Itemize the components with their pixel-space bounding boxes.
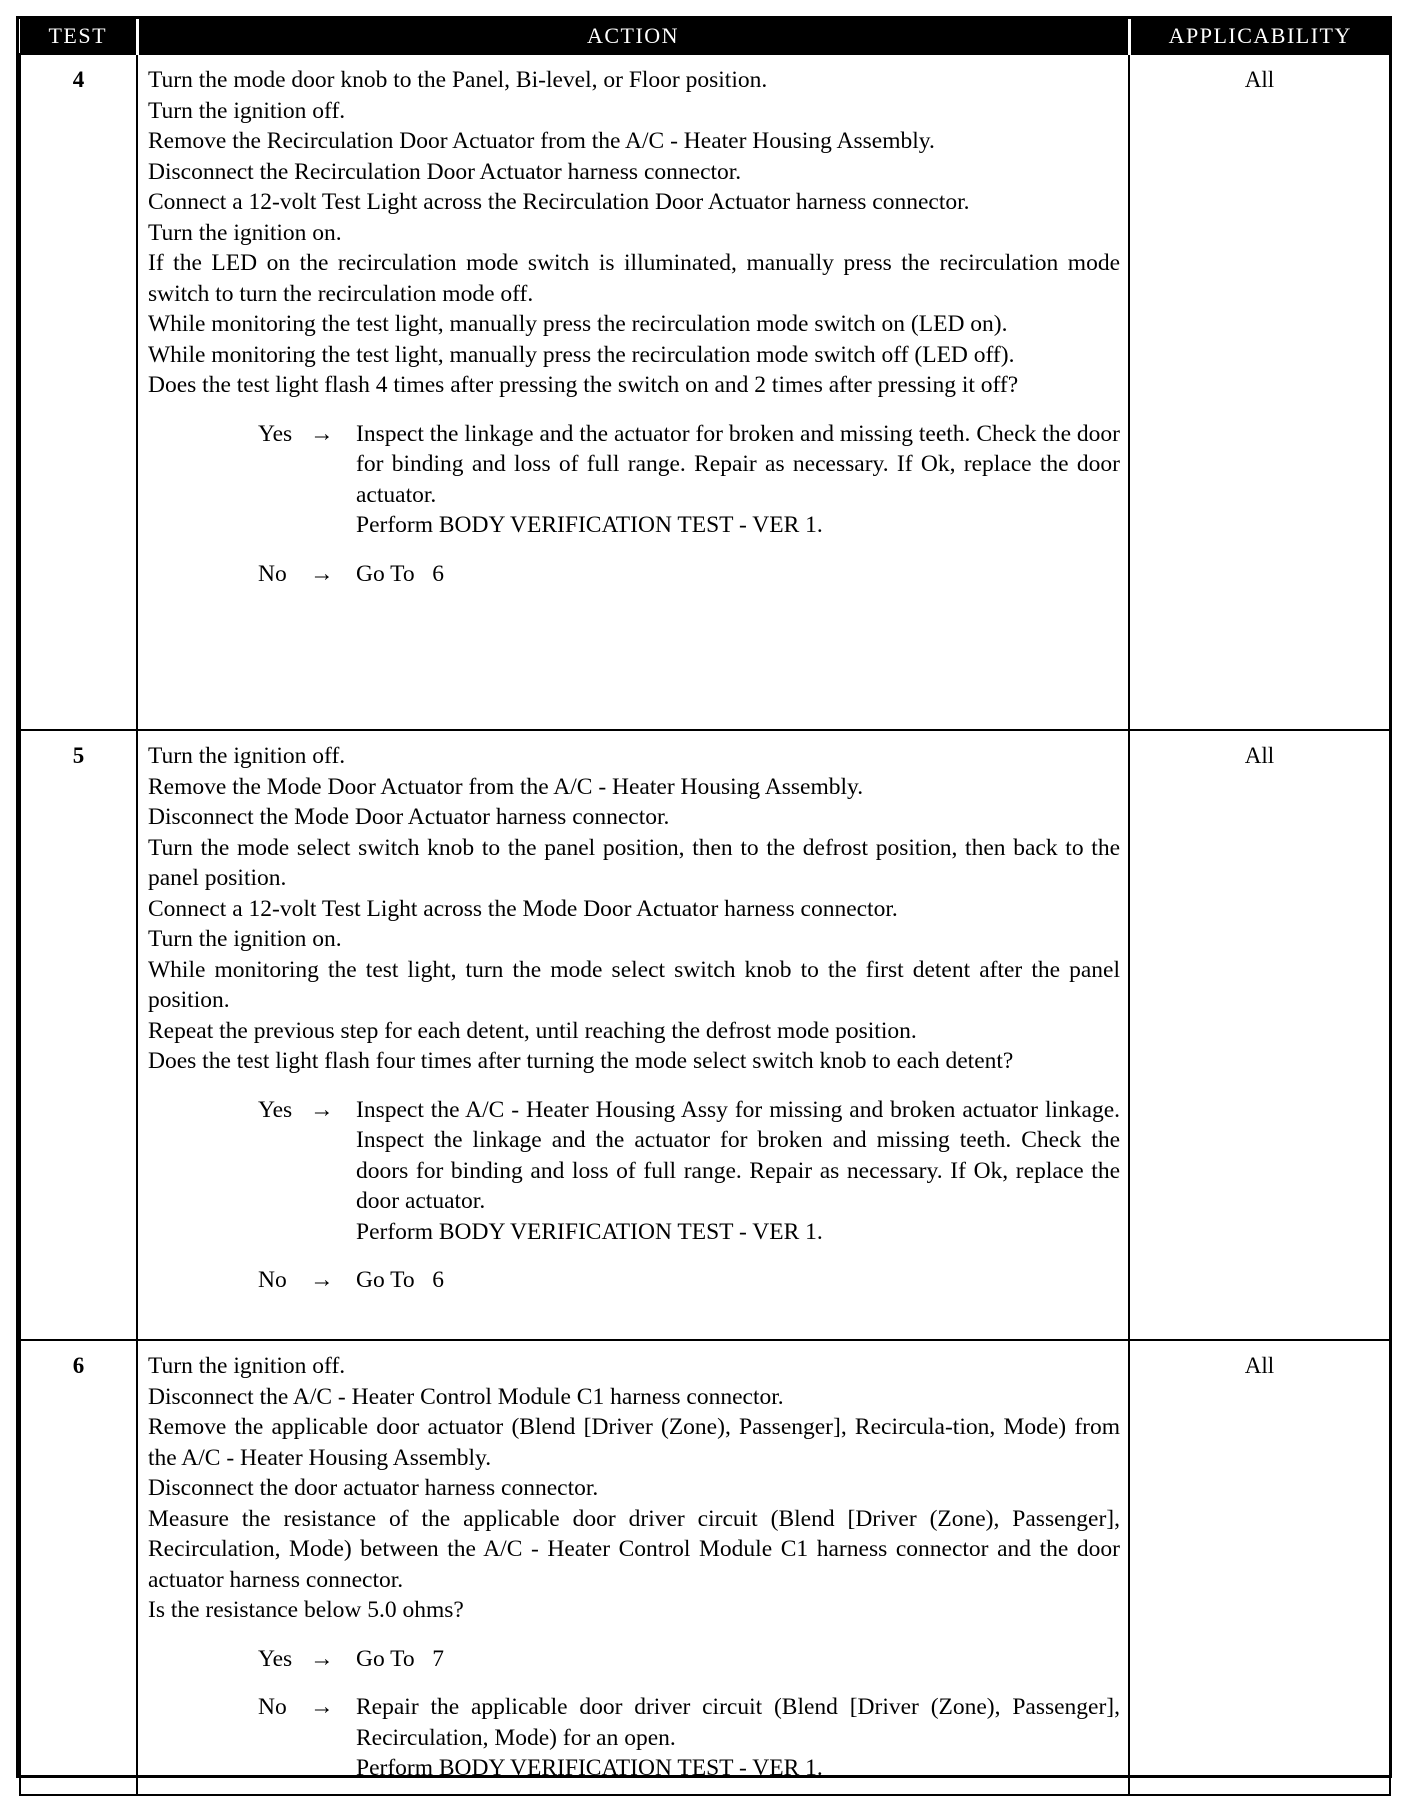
outcome-line: Perform BODY VERIFICATION TEST - VER 1. — [356, 1755, 823, 1781]
action-step: Turn the mode door knob to the Panel, Bi-level, or Floor position. — [148, 67, 768, 93]
outcome-no — [258, 1265, 1120, 1296]
action-step: If the LED on the recirculation mode switch is illuminated, manually press the recirculation mode switch to turn the recirculation mode off. — [148, 250, 1120, 307]
diagnostic-table-sheet — [16, 16, 1392, 1781]
outcome-yes — [258, 419, 1120, 541]
applicability: All — [1129, 730, 1390, 1340]
outcome-no — [258, 1692, 1120, 1784]
action-step: Turn the ignition on. — [148, 926, 342, 952]
action-step: Remove the Recirculation Door Actuator from the A/C - Heater Housing Assembly. — [148, 128, 935, 154]
action-cell — [137, 1340, 1129, 1795]
outcomes — [148, 419, 1120, 590]
applicability: All — [1129, 1340, 1390, 1795]
outcomes — [148, 1644, 1120, 1784]
action-question: Is the resistance below 5.0 ohms? — [148, 1597, 464, 1623]
outcome-yes — [258, 1095, 1120, 1248]
arrow-right-icon: → — [310, 1645, 334, 1672]
header-test: TEST — [20, 19, 137, 54]
arrow-right-icon: → — [310, 1694, 334, 1720]
outcome-label: Yes — [258, 420, 293, 447]
outcome-no — [258, 559, 1120, 590]
outcome-label: Yes — [258, 1096, 293, 1123]
table-row — [20, 1340, 1390, 1795]
arrow-right-icon: → — [310, 1096, 334, 1123]
outcome-line: Perform BODY VERIFICATION TEST - VER 1. — [356, 512, 823, 538]
action-question: Does the test light flash four times after turning the mode select switch knob to each detent? — [148, 1048, 1014, 1074]
test-number: 4 — [20, 54, 137, 730]
action-question: Does the test light flash 4 times after pressing the switch on and 2 times after pressing it off? — [148, 372, 1019, 398]
action-step: Remove the Mode Door Actuator from the A/C - Heater Housing Assembly. — [148, 773, 864, 800]
action-step: While monitoring the test light, turn the mode select switch knob to the first detent after the panel position. — [148, 956, 1120, 1013]
action-step: Turn the ignition off. — [148, 97, 346, 124]
action-step: Turn the ignition off. — [148, 1353, 346, 1379]
arrow-right-icon: → — [310, 560, 334, 587]
outcome-line: Go To 6 — [356, 1267, 445, 1293]
action-step: Connect a 12-volt Test Light across the Recirculation Door Actuator harness connector. — [148, 189, 970, 215]
outcome-text — [356, 1644, 1120, 1675]
action-step: Turn the mode select switch knob to the panel position, then to the defrost position, then back to the panel position. — [148, 834, 1120, 891]
outcome-line: Inspect the linkage and the actuator for broken and missing teeth. Check the door for binding and loss of full range. Repair as necessary. If Ok, replace the door actuator. — [356, 420, 1120, 508]
outcome-line: Inspect the A/C - Heater Housing Assy for missing and broken actuator linkage. Inspect the linkage and the actuator for broken and missing teeth. Check the doors for binding and loss of full range. Repair as necessary. If Ok, replace the door actuator. — [356, 1096, 1120, 1214]
header-applicability: APPLICABILITY — [1129, 19, 1390, 54]
outcomes — [148, 1095, 1120, 1296]
outcome-yes — [258, 1644, 1120, 1675]
arrow-right-icon: → — [310, 420, 334, 447]
action-step: While monitoring the test light, manually press the recirculation mode switch on (LED on). — [148, 311, 1008, 337]
table-row — [20, 54, 1390, 730]
outcome-text — [356, 1265, 1120, 1296]
table-header-row — [20, 19, 1390, 54]
outcome-label: No — [258, 560, 287, 587]
outcome-text — [356, 559, 1120, 590]
outcome-text — [356, 1692, 1120, 1784]
test-number: 5 — [20, 730, 137, 1340]
outcome-text — [356, 419, 1120, 541]
header-action: ACTION — [137, 19, 1129, 54]
outcome-label: No — [258, 1694, 287, 1720]
action-cell — [137, 730, 1129, 1340]
action-step: Turn the ignition off. — [148, 743, 346, 769]
action-step: While monitoring the test light, manually press the recirculation mode switch off (LED off). — [148, 341, 1015, 368]
action-step: Disconnect the Recirculation Door Actuator harness connector. — [148, 158, 742, 185]
action-step: Turn the ignition on. — [148, 219, 342, 246]
action-step: Remove the applicable door actuator (Blend [Driver (Zone), Passenger], Recircula-tion, Mode) from the A/C - Heater Housing Assembly. — [148, 1414, 1120, 1471]
outcome-line: Go To 6 — [356, 560, 445, 587]
arrow-right-icon: → — [310, 1267, 334, 1293]
action-step: Repeat the previous step for each detent, until reaching the defrost mode position. — [148, 1017, 917, 1044]
action-cell — [137, 54, 1129, 730]
diagnostic-table — [19, 19, 1391, 1796]
outcome-line: Repair the applicable door driver circuit (Blend [Driver (Zone), Passenger], Recirculation, Mode) for an open. — [356, 1694, 1120, 1751]
outcome-label: No — [258, 1267, 287, 1293]
action-step: Disconnect the A/C - Heater Control Module C1 harness connector. — [148, 1383, 784, 1410]
outcome-label: Yes — [258, 1645, 293, 1672]
test-number: 6 — [20, 1340, 137, 1795]
applicability: All — [1129, 54, 1390, 730]
outcome-line: Perform BODY VERIFICATION TEST - VER 1. — [356, 1218, 823, 1245]
action-step: Measure the resistance of the applicable door driver circuit (Blend [Driver (Zone), Passenger], Recirculation, Mode) between the A/C - Heater Control Module C1 harness connector and the door actuator harness connector. — [148, 1505, 1120, 1593]
outcome-line: Go To 7 — [356, 1645, 445, 1672]
action-step: Connect a 12-volt Test Light across the Mode Door Actuator harness connector. — [148, 895, 898, 922]
action-step: Disconnect the door actuator harness connector. — [148, 1475, 599, 1501]
outcome-text — [356, 1095, 1120, 1248]
action-step: Disconnect the Mode Door Actuator harness connector. — [148, 804, 670, 830]
table-row — [20, 730, 1390, 1340]
